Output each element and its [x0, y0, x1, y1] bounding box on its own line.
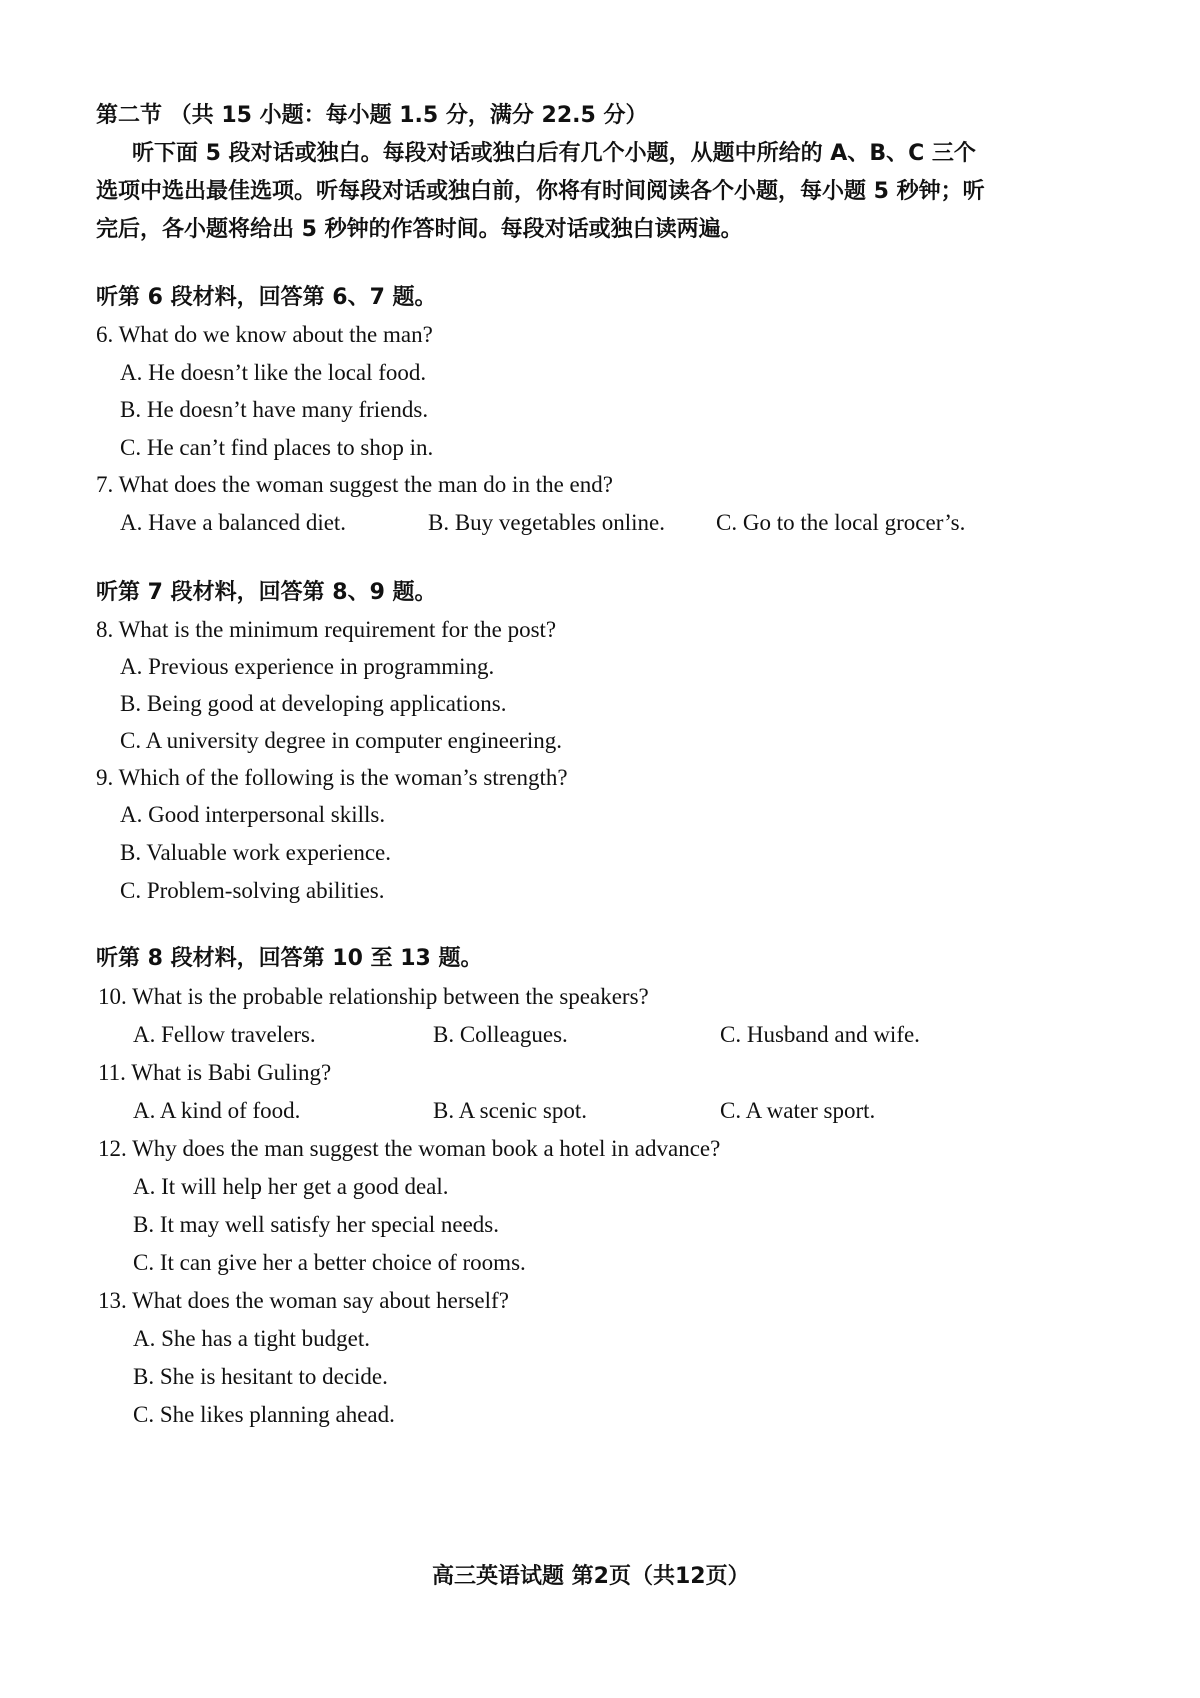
option-a: A. Previous experience in programming.: [120, 654, 495, 679]
question-stem: 6. What do we know about the man?: [96, 322, 433, 347]
option-a: A. Fellow travelers.: [133, 1022, 316, 1047]
section-intro-line: 听下面 5 段对话或独白。每段对话或独白后有几个小题，从题中所给的 A、B、C 三个: [132, 141, 976, 166]
option-a: A. A kind of food.: [133, 1098, 301, 1123]
question-stem: 7. What does the woman suggest the man do in the end?: [96, 472, 613, 497]
option-b: B. She is hesitant to decide.: [133, 1364, 388, 1389]
page-footer: 高三英语试题 第2页（共12页）: [432, 1564, 750, 1589]
option-c: C. A university degree in computer engineering.: [120, 728, 562, 753]
question-stem: 11. What is Babi Guling?: [98, 1060, 332, 1085]
option-c: C. It can give her a better choice of rooms.: [133, 1250, 526, 1275]
option-b: B. A scenic spot.: [433, 1098, 587, 1123]
option-a: A. Good interpersonal skills.: [120, 802, 386, 827]
option-b: B. Buy vegetables online.: [428, 510, 665, 535]
option-c: C. She likes planning ahead.: [133, 1402, 395, 1427]
option-c: C. Problem-solving abilities.: [120, 878, 385, 903]
option-c: C. Go to the local grocer’s.: [716, 510, 966, 535]
group-heading: 听第 8 段材料，回答第 10 至 13 题。: [96, 946, 483, 971]
section-intro-line: 选项中选出最佳选项。听每段对话或独白前，你将有时间阅读各个小题，每小题 5 秒钟；听: [96, 179, 985, 204]
option-b: B. He doesn’t have many friends.: [120, 397, 429, 422]
option-a: A. He doesn’t like the local food.: [120, 360, 427, 385]
option-c: C. Husband and wife.: [720, 1022, 920, 1047]
question-stem: 10. What is the probable relationship between the speakers?: [98, 984, 649, 1009]
question-stem: 8. What is the minimum requirement for the post?: [96, 617, 557, 642]
section-title: 第二节 （共 15 小题：每小题 1.5 分，满分 22.5 分）: [96, 103, 648, 128]
option-c: C. A water sport.: [720, 1098, 876, 1123]
group-heading: 听第 6 段材料，回答第 6、7 题。: [96, 285, 437, 310]
option-b: B. Colleagues.: [433, 1022, 568, 1047]
option-c: C. He can’t find places to shop in.: [120, 435, 434, 460]
section-intro-line: 完后，各小题将给出 5 秒钟的作答时间。每段对话或独白读两遍。: [96, 217, 743, 242]
question-stem: 9. Which of the following is the woman’s strength?: [96, 765, 568, 790]
question-stem: 13. What does the woman say about herself?: [98, 1288, 509, 1313]
option-a: A. She has a tight budget.: [133, 1326, 370, 1351]
option-b: B. It may well satisfy her special needs.: [133, 1212, 499, 1237]
option-b: B. Valuable work experience.: [120, 840, 392, 865]
question-stem: 12. Why does the man suggest the woman book a hotel in advance?: [98, 1136, 721, 1161]
option-b: B. Being good at developing applications.: [120, 691, 507, 716]
option-a: A. It will help her get a good deal.: [133, 1174, 449, 1199]
option-a: A. Have a balanced diet.: [120, 510, 347, 535]
group-heading: 听第 7 段材料，回答第 8、9 题。: [96, 580, 437, 605]
